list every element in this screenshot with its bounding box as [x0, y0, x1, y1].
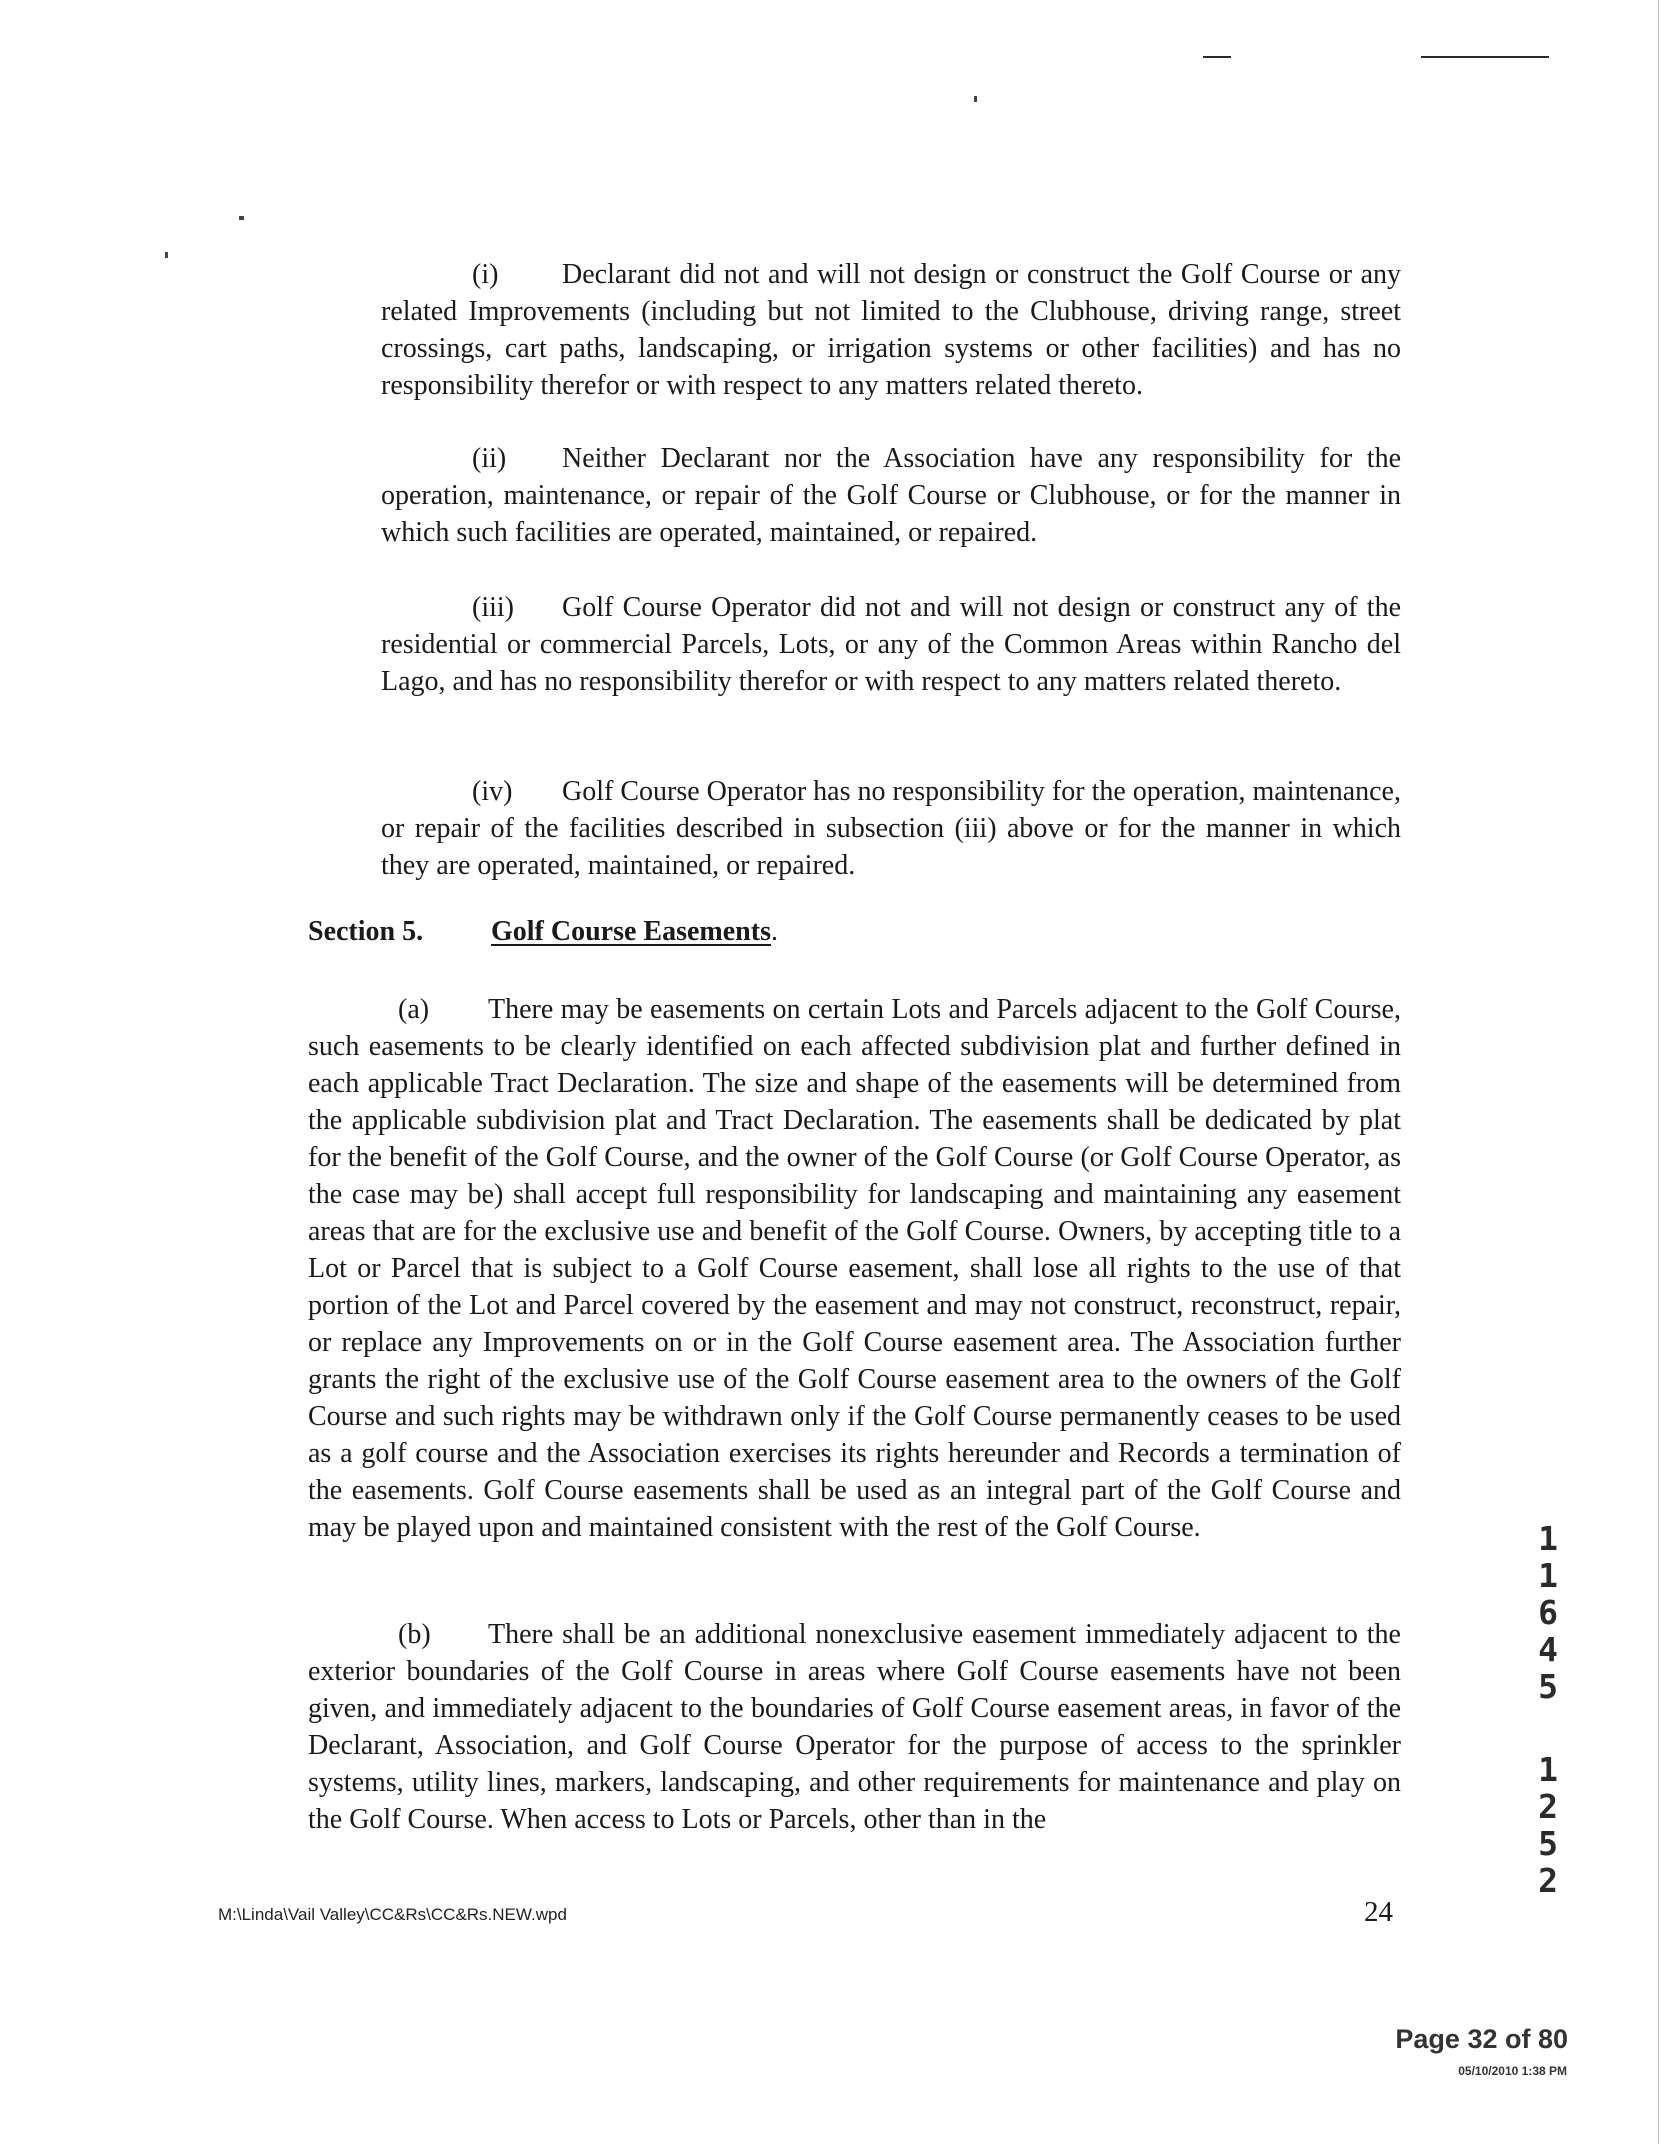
paragraph-iv: [381, 773, 1401, 884]
paragraph-text: Declarant did not and will not design or construct the Golf Course or any related Improvements (including but not limited to the Clubhouse, driving range, street crossings, cart paths, landscaping, or irrigation systems or other facilities) and has no responsibility therefor or with respect to any matters related thereto.: [381, 259, 1401, 401]
scan-mark: [1203, 56, 1231, 58]
footer-file-path: M:\Linda\Vail Valley\CC&Rs\CC&Rs.NEW.wpd: [218, 1905, 567, 1924]
paragraph-iii: [381, 589, 1401, 700]
paragraph-number: (iv): [472, 776, 513, 807]
section-heading: [308, 913, 778, 950]
paragraph-number: (b): [398, 1619, 431, 1650]
paragraph-text: Golf Course Operator has no responsibility for the operation, maintenance, or repair of the facilities described in subsection (iii) above or for the manner in which they are operated, maintained, or repaired.: [381, 776, 1401, 881]
paragraph-i: [381, 256, 1401, 404]
scan-dot: [974, 96, 977, 102]
stamp-digit: 1: [1538, 1519, 1558, 1558]
paragraph-text: Golf Course Operator did not and will not design or construct any of the residential or commercial Parcels, Lots, or any of the Common Areas within Rancho del Lago, and has no responsibility therefor or with respect to any matters related thereto.: [381, 592, 1401, 697]
stamp-digit: 5: [1538, 1824, 1558, 1863]
paragraph-number: (i): [472, 259, 499, 290]
page-count: Page 32 of 80: [1395, 2024, 1568, 2054]
page-edge: [1658, 0, 1659, 2144]
paragraph-number: (iii): [472, 592, 514, 623]
scan-dot: [165, 252, 168, 258]
paragraph-ii: [381, 440, 1401, 551]
scan-dot: [239, 216, 244, 220]
paragraph-number: (a): [398, 994, 430, 1025]
stamp-digit: 5: [1538, 1667, 1558, 1706]
paragraph-number: (ii): [472, 443, 507, 474]
stamp-digit: 2: [1538, 1787, 1558, 1826]
paragraph-b: [308, 1616, 1401, 1838]
paragraph-a: [308, 991, 1401, 1546]
section-number: Section 5.: [308, 916, 424, 947]
paragraph-text: Neither Declarant nor the Association have any responsibility for the operation, maintenance, or repair of the Golf Course or Clubhouse, or for the manner in which such facilities are operated, maintained, or repaired.: [381, 443, 1401, 548]
paragraph-text: There may be easements on certain Lots and Parcels adjacent to the Golf Course, such easements to be clearly identified on each affected subdivision plat and further defined in each applicable Tract Declaration. The size and shape of the easements will be determined from the applicable subdivision plat and Tract Declaration. The easements shall be dedicated by plat for the benefit of the Golf Course, and the owner of the Golf Course (or Golf Course Operator, as the case may be) shall accept full responsibility for landscaping and maintaining any easement areas that are for the exclusive use and benefit of the Golf Course. Owners, by accepting title to a Lot or Parcel that is subject to a Golf Course easement, shall lose all rights to the use of that portion of the Lot and Parcel covered by the easement and may not construct, reconstruct, repair, or replace any Improvements on or in the Golf Course easement area. The Association further grants the right of the exclusive use of the Golf Course easement area to the owners of the Golf Course and such rights may be withdrawn only if the Golf Course permanently ceases to be used as a golf course and the Association exercises its rights hereunder and Records a termination of the easements. Golf Course easements shall be used as an integral part of the Golf Course and may be played upon and maintained consistent with the rest of the Golf Course.: [308, 994, 1401, 1543]
stamp-digit: 1: [1538, 1556, 1558, 1595]
stamp-digit: 2: [1538, 1861, 1558, 1900]
paragraph-text: There shall be an additional nonexclusive easement immediately adjacent to the exterior boundaries of the Golf Course in areas where Golf Course easements have not been given, and immediately adjacent to the boundaries of Golf Course easement areas, in favor of the Declarant, Association, and Golf Course Operator for the purpose of access to the sprinkler systems, utility lines, markers, landscaping, and other requirements for maintenance and play on the Golf Course. When access to Lots or Parcels, other than in the: [308, 1619, 1401, 1835]
scan-mark: [1421, 56, 1549, 58]
section-title: Golf Course Easements: [491, 916, 771, 947]
stamp-digit: 1: [1538, 1750, 1558, 1789]
section-title-suffix: .: [770, 916, 778, 947]
footer-page-number: 24: [1364, 1896, 1393, 1928]
timestamp: 05/10/2010 1:38 PM: [1458, 2064, 1567, 2078]
stamp-digit: 6: [1538, 1593, 1558, 1632]
recording-number-stamp: [1528, 1520, 1568, 1899]
stamp-digit: 4: [1538, 1630, 1558, 1669]
